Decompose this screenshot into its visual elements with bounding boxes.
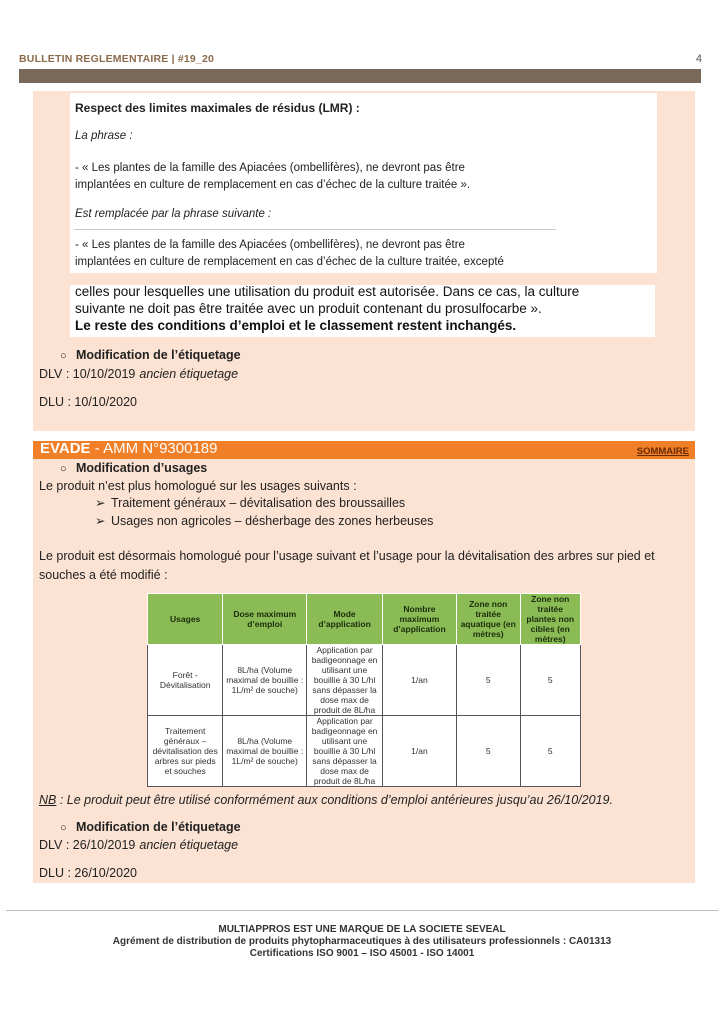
old-text-line-2: implantées en culture de remplacement en cas d’échec de la culture traitée ». — [75, 179, 471, 191]
col-nombre: Nombre maximum d’application — [382, 594, 456, 645]
dlv-line-2 — [39, 838, 238, 852]
dlu-line-1: DLU : 10/10/2020 — [39, 395, 137, 409]
footer-line-2: Agrément de distribution de produits phytopharmaceutiques à des utilisateurs professionnels : CA01313 — [112, 936, 612, 947]
usage-table — [147, 593, 581, 787]
table-cell: 5 — [520, 716, 580, 787]
col-mode: Mode d’application — [307, 594, 383, 645]
old-text-line-1: - « Les plantes de la famille des Apiacées (ombellifères), ne devront pas être — [75, 162, 465, 174]
dlv-label: DLV : 26/10/2019 — [39, 838, 136, 852]
table-cell: Application par badigeonnage en utilisant une bouillie à 30 L/hl sans dépasser la dose max de produit de 8L/ha — [307, 716, 383, 787]
circle-bullet-icon: ○ — [60, 463, 67, 475]
evade-title — [40, 440, 217, 457]
table-cell: 8L/ha (Volume maximal de bouillie : 1L/m² de souche) — [223, 645, 307, 716]
header-bar — [19, 69, 701, 83]
usage-item-2: ➢ Usages non agricoles – désherbage des zones herbeuses — [95, 514, 434, 528]
table-header-row — [148, 594, 581, 645]
product-name: EVADE — [40, 440, 91, 457]
table-cell: Traitement généraux – dévitalisation des arbres sur pieds et souches — [148, 716, 223, 787]
footer-divider — [6, 910, 718, 911]
page-number: 4 — [695, 53, 702, 65]
sommaire-link[interactable]: SOMMAIRE — [636, 446, 689, 457]
continuation-line-2: suivante ne doit pas être traitée avec un produit contenant du prosulfocarbe ». — [75, 301, 542, 316]
new-text-line-2: implantées en culture de remplacement en cas d’échec de la culture traitée, excepté — [75, 256, 504, 268]
continuation-line-1: celles pour lesquelles une utilisation du produit est autorisée. Dans ce cas, la culture — [75, 284, 580, 299]
footer-line-3: Certifications ISO 9001 – ISO 45001 - ISO 14001 — [249, 948, 475, 959]
not-homologated-text: Le produit n’est plus homologué sur les usages suivants : — [39, 479, 357, 493]
bulletin-title: BULLETIN REGLEMENTAIRE | #19_20 — [19, 53, 215, 65]
circle-bullet-icon: ○ — [60, 350, 67, 362]
table-cell: 5 — [456, 645, 520, 716]
nb-text: : Le produit peut être utilisé conformément aux conditions d’emploi antérieures jusqu’au 26/10/2019. — [56, 793, 613, 807]
footer-line-1: MULTIAPPROS EST UNE MARQUE DE LA SOCIETE SEVEAL — [218, 924, 506, 935]
table-cell: Forêt - Dévitalisation — [148, 645, 223, 716]
table-row — [148, 645, 581, 716]
continuation-line-3: Le reste des conditions d’emploi et le classement restent inchangés. — [75, 318, 517, 333]
now-homologated-line-1: Le produit est désormais homologué pour l’usage suivant et l’usage pour la dévitalisation des arbres sur pied et — [39, 549, 655, 563]
modif-usages-heading: ○ Modification d’usages — [60, 461, 208, 475]
arrow-bullet-icon: ➢ — [95, 514, 106, 528]
amm-number: - AMM N°9300189 — [90, 440, 218, 457]
dlv-label: DLV : 10/10/2019 — [39, 367, 136, 381]
now-homologated-line-2: souches a été modifié : — [39, 568, 168, 582]
lmr-title: Respect des limites maximales de résidus (LMR) : — [75, 101, 360, 115]
arrow-bullet-icon: ➢ — [95, 496, 106, 510]
dlv-line-1 — [39, 367, 238, 381]
col-znt-plantes: Zone non traitée plantes non cibles (en mètres) — [520, 594, 580, 645]
dlu-line-2: DLU : 26/10/2020 — [39, 866, 137, 880]
divider — [74, 229, 556, 230]
col-usages: Usages — [148, 594, 223, 645]
nb-note — [39, 793, 613, 807]
phrase-label: La phrase : — [75, 130, 133, 142]
modif-etiquetage-heading-1: ○ Modification de l’étiquetage — [60, 348, 241, 362]
dlv-note: ancien étiquetage — [139, 838, 239, 852]
table-cell: 8L/ha (Volume maximal de bouillie : 1L/m² de souche) — [223, 716, 307, 787]
new-text-line-1: - « Les plantes de la famille des Apiacées (ombellifères), ne devront pas être — [75, 239, 465, 251]
col-znt-aquatique: Zone non traitée aquatique (en mètres) — [456, 594, 520, 645]
table-cell: Application par badigeonnage en utilisant une bouillie à 30 L/hl sans dépasser la dose max de produit de 8L/ha — [307, 645, 383, 716]
table-cell: 1/an — [382, 645, 456, 716]
usage-item-1: ➢ Traitement généraux – dévitalisation des broussailles — [95, 496, 406, 510]
modif-etiquetage-heading-2: ○ Modification de l’étiquetage — [60, 820, 241, 834]
nb-label: NB — [39, 793, 57, 807]
table-cell: 5 — [520, 645, 580, 716]
circle-bullet-icon: ○ — [60, 822, 67, 834]
table-cell: 1/an — [382, 716, 456, 787]
dlv-note: ancien étiquetage — [139, 367, 239, 381]
table-cell: 5 — [456, 716, 520, 787]
replaced-label: Est remplacée par la phrase suivante : — [75, 208, 272, 220]
table-row — [148, 716, 581, 787]
col-dose: Dose maximum d’emploi — [223, 594, 307, 645]
